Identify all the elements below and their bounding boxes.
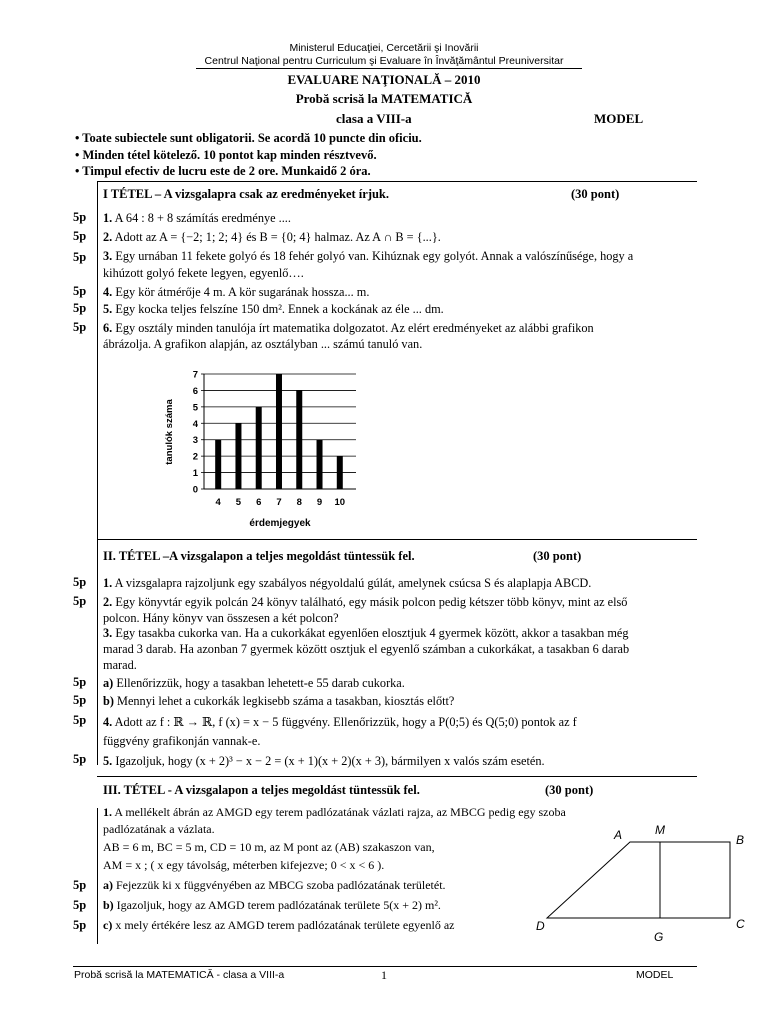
s3qa-text: Fejezzük ki x függvényében az MBCG szoba padlózatának területét.	[116, 878, 446, 892]
label-A: A	[614, 828, 623, 842]
s3qc-score: 5p	[73, 918, 87, 932]
q4-text: Egy kör átmérője 4 m. A kör sugarának hossza... m.	[115, 285, 370, 299]
s3q1-line2: padlózatának a vázlata.	[103, 822, 215, 836]
footer-left: Probă scrisă la MATEMATICĂ - clasa a VIII-a	[74, 969, 285, 981]
chart-xticks	[216, 497, 346, 508]
s2q3a-score: 5p	[73, 675, 87, 689]
chart-bar-7	[276, 374, 282, 489]
section1-rule	[97, 181, 697, 182]
chart-bar-5	[235, 423, 241, 489]
q1-text: A 64 : 8 + 8 számítás eredménye ....	[114, 211, 291, 225]
chart-ytick-label: 1	[192, 468, 198, 480]
margin-line-bottom	[97, 808, 98, 944]
chart-ytick-label: 5	[192, 402, 198, 414]
s3qa-label: a)	[103, 878, 113, 892]
s3qb-text: Igazoljuk, hogy az AMGD terem padlózatának területe 5(x + 2) m².	[116, 898, 441, 912]
chart-ytick-label: 6	[192, 385, 198, 397]
chart-xtick-label: 5	[235, 497, 242, 508]
s2q2-line2: polcon. Hány könyv van összesen a két polcon?	[103, 611, 339, 625]
chart-xtick-label: 4	[215, 497, 221, 508]
chart-xtick-label: 10	[334, 497, 346, 508]
s2q2-num: 2.	[103, 595, 113, 609]
s2q2-line1: Egy könyvtár egyik polcán 24 könyv található, egy másik polcon pedig kétszer több könyv, mint az első	[115, 595, 628, 609]
q3-score: 5p	[73, 250, 87, 264]
s2q3-line3: marad.	[103, 658, 137, 672]
center-line: Centrul Naţional pentru Curriculum şi Evaluare în Învăţământul Preuniversitar	[204, 55, 564, 67]
section1-title: I TÉTEL – A vizsgalapra csak az eredményeket írjuk.	[103, 187, 390, 201]
grades-chart	[160, 365, 360, 535]
chart-bar-4	[215, 440, 221, 489]
q2-score: 5p	[73, 229, 87, 243]
chart-x-label: érdemjegyek	[249, 518, 311, 529]
s2q5-text: Igazoljuk, hogy (x + 2)³ − x − 2 = (x + 1)(x + 2)(x + 3), bármilyen x valós szám esetén.	[115, 754, 545, 768]
chart-xtick-label: 7	[276, 497, 282, 508]
s3qc-text: x mely értékére lesz az AMGD terem padlózatának területe egyenlő az	[115, 918, 455, 932]
q5-text: Egy kocka teljes felszíne 150 dm². Ennek a kockának az éle ... dm.	[115, 302, 444, 316]
q6-score: 5p	[73, 320, 87, 334]
s2q3-num: 3.	[103, 626, 113, 640]
s3q1-num: 1.	[103, 805, 112, 819]
ministry-line: Ministerul Educaţiei, Cercetării şi Inovării	[289, 42, 479, 54]
q6-line2: ábrázolja. A grafikon alapján, az osztályban ... számú tanuló van.	[103, 337, 423, 351]
q5-score: 5p	[73, 301, 87, 315]
s3q1-line4: AM = x ; ( x egy távolság, méterben kifejezve; 0 < x < 6 ).	[103, 858, 385, 872]
header-divider	[196, 68, 582, 69]
s2q1-text: A vizsgalapra rajzoljunk egy szabályos négyoldalú gúlát, amelynek csúcsa S és alaplapja ABCD.	[114, 576, 592, 590]
margin-line-top	[97, 181, 98, 765]
section2-title: II. TÉTEL –A vizsgalapon a teljes megoldást tüntessük fel.	[103, 549, 415, 563]
s3q1-line1: A mellékelt ábrán az AMGD egy terem padlózatának vázlati rajza, az MBCG pedig egy szoba	[114, 805, 566, 819]
s2q4-line2: függvény grafikonján vannak-e.	[103, 734, 261, 748]
chart-xtick-label: 8	[296, 497, 302, 508]
s2q2-score: 5p	[73, 594, 87, 608]
chart-bar-6	[256, 407, 262, 489]
section3-title: III. TÉTEL - A vizsgalapon a teljes megoldást tüntessük fel.	[103, 783, 420, 797]
section2-points: (30 pont)	[533, 549, 582, 563]
s2q4-line1: Adott az f : ℝ → ℝ, f (x) = x − 5 függvény. Ellenőrizzük, hogy a P(0;5) és Q(5;0) pontok az f	[114, 715, 577, 729]
q3-line1: Egy urnában 11 fekete golyó és 18 fehér golyó van. Kihúznak egy golyót. Annak a valószínűsége, hogy a	[115, 249, 634, 263]
label-G: G	[654, 930, 664, 944]
bullet-1: • Toate subiectele sunt obligatorii. Se acordă 10 puncte din oficiu.	[75, 131, 422, 145]
q6-num: 6.	[103, 321, 113, 335]
q3-line2: kihúzott golyó fekete legyen, egyenlő….	[103, 266, 304, 280]
chart-y-label: tanulók száma	[164, 399, 175, 465]
section1-points: (30 pont)	[571, 187, 620, 201]
exam-title: EVALUARE NAŢIONALĂ – 2010	[287, 72, 481, 87]
chart-ytick-label: 4	[192, 418, 198, 430]
q4-num: 4.	[103, 285, 113, 299]
q2-text: Adott az A = {−2; 1; 2; 4} és B = {0; 4} halmaz. Az A ∩ B = {...}.	[114, 230, 441, 244]
floor-plan-figure	[530, 818, 760, 948]
chart-bar-9	[317, 440, 323, 489]
s2q3b-score: 5p	[73, 693, 87, 707]
s2q5-score: 5p	[73, 752, 87, 766]
q2-num: 2.	[103, 230, 113, 244]
chart-ytick-label: 3	[192, 435, 198, 447]
q5-num: 5.	[103, 302, 113, 316]
s2q3b-label: b)	[103, 694, 114, 708]
s2q3b-text: Mennyi lehet a cukorkák legkisebb száma a tasakban, kiosztás előtt?	[117, 694, 455, 708]
s2q4-score: 5p	[73, 713, 87, 727]
bullet-3: • Timpul efectiv de lucru este de 2 ore. Munkaidő 2 óra.	[75, 164, 371, 178]
chart-ytick-label: 7	[192, 369, 198, 381]
chart-xtick-label: 6	[256, 497, 262, 508]
s2q3a-label: a)	[103, 676, 114, 690]
model-label: MODEL	[594, 111, 644, 126]
chart-xtick-label: 9	[316, 497, 323, 508]
q1-num: 1.	[103, 211, 113, 225]
s3qb-score: 5p	[73, 898, 87, 912]
chart-ytick-label: 2	[192, 451, 198, 463]
s2q3a-text: Ellenőrizzük, hogy a tasakban lehetett-e 55 darab cukorka.	[116, 676, 405, 690]
q6-line1: Egy osztály minden tanulója írt matematika dolgozatot. Az elért eredményeket az alábbi grafikon	[115, 321, 594, 335]
section3-rule	[97, 776, 697, 777]
label-D: D	[536, 919, 545, 933]
chart-yticks	[193, 370, 199, 496]
s3qa-score: 5p	[73, 878, 87, 892]
s2q3-line2: marad 3 darab. Ha azonban 7 gyermek között osztjuk el egyenlő számban a cukorkákat, a tasakban 6 darab	[103, 642, 630, 656]
s2q1-num: 1.	[103, 576, 113, 590]
s3qb-label: b)	[103, 898, 114, 912]
chart-bar-10	[337, 456, 343, 489]
q1-score: 5p	[73, 210, 87, 224]
subject-title: Probă scrisă la MATEMATICĂ	[295, 91, 473, 106]
chart-bars	[215, 374, 343, 489]
bullet-2: • Minden tétel kötelező. 10 pontot kap minden résztvevő.	[75, 148, 377, 162]
chart-bar-8	[296, 390, 302, 489]
s2q5-num: 5.	[103, 754, 113, 768]
q4-score: 5p	[73, 284, 87, 298]
section2-rule	[97, 539, 697, 540]
label-B: B	[736, 833, 745, 847]
trapezoid-outline	[547, 842, 730, 918]
q3-num: 3.	[103, 249, 113, 263]
s3qc-label: c)	[103, 918, 113, 932]
footer-page-number: 1	[381, 968, 387, 982]
chart-ytick-label: 0	[192, 484, 198, 496]
label-C: C	[736, 917, 745, 931]
grade-label: clasa a VIII-a	[336, 111, 412, 126]
footer-right: MODEL	[636, 969, 674, 981]
s3q1-line3: AB = 6 m, BC = 5 m, CD = 10 m, az M pont az (AB) szakaszon van,	[103, 840, 435, 854]
s2q3-line1: Egy tasakba cukorka van. Ha a cukorkákat egyenlően elosztjuk 4 gyermek között, akkor a tasakban még	[115, 626, 629, 640]
section3-points: (30 pont)	[545, 783, 594, 797]
label-M: M	[655, 823, 665, 837]
s2q1-score: 5p	[73, 575, 87, 589]
s2q4-num: 4.	[103, 715, 113, 729]
footer-rule	[73, 966, 697, 967]
